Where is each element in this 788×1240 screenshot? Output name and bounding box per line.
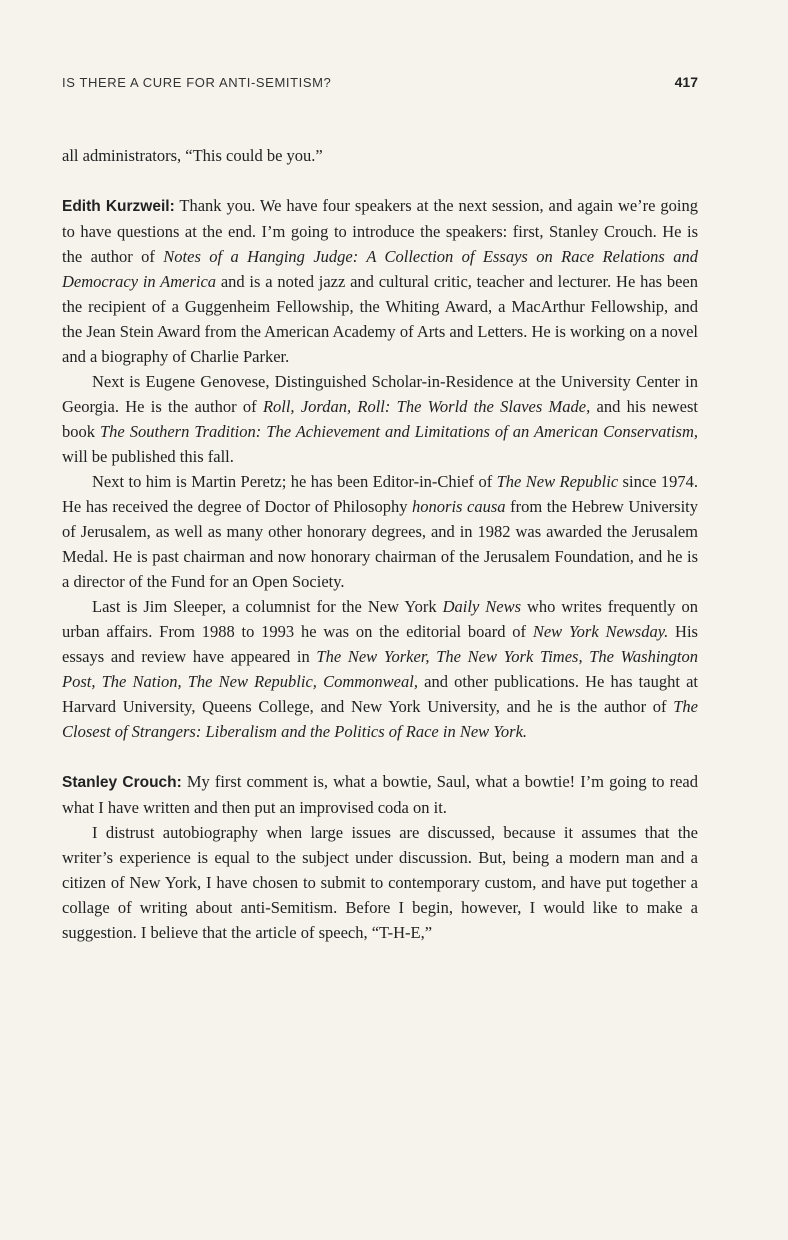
paragraph-sleeper bbox=[62, 594, 698, 744]
book-title: Notes of a Hanging Judge: A Collection of Essays on Race Relations and Democracy in America bbox=[62, 247, 698, 291]
text-run: and is a noted jazz and cultural critic, teacher and lecturer. He has been the recipient of a Guggenheim Fellowship, the Whiting Award, a MacArthur Fellowship, and the Jean Stein Award from the American Academy of Arts and Letters. He is working on a novel and a biography of Charlie Parker. bbox=[62, 272, 698, 366]
latin-phrase: honoris causa bbox=[412, 497, 506, 516]
text-run: Next is Eugene Genovese, Distinguished Scholar-in-Residence at the University Center in Georgia. He is the author of bbox=[62, 372, 698, 416]
text-run: My first comment is, what a bowtie, Saul, what a bowtie! I’m going to read what I have written and then put an improvised coda on it. bbox=[62, 772, 698, 817]
book-title: Roll, Jordan, Roll: The World the Slaves Made, bbox=[262, 397, 591, 416]
book-title: The Closest of Strangers: Liberalism and the Politics of Race in New York. bbox=[62, 697, 698, 741]
publication-title: New York Newsday. bbox=[532, 622, 669, 641]
running-head: IS THERE A CURE FOR ANTI-SEMITISM? bbox=[62, 75, 332, 90]
publication-list: The New Yorker, The New York Times, The Washington Post, The Nation, The New Republic, Commonweal, bbox=[62, 647, 698, 691]
text-run: from the Hebrew University of Jerusalem, as well as many other honorary degrees, and in 1982 was awarded the Jerusalem Medal. He is past chairman and now honorary chairman of the Jerusalem Foundation, and he is a director of the Fund for an Open Society. bbox=[62, 497, 699, 591]
text-run: and other publications. He has taught at Harvard University, Queens College, and New York University, and he is the author of bbox=[62, 672, 698, 716]
speaker-name: Edith Kurzweil: bbox=[62, 198, 175, 215]
text-run: and his newest book bbox=[62, 397, 698, 441]
paragraph-genovese bbox=[62, 369, 698, 469]
text-run: His essays and review have appeared in bbox=[62, 622, 698, 666]
page-header bbox=[62, 74, 698, 90]
paragraph-peretz bbox=[62, 469, 698, 594]
page-number: 417 bbox=[674, 74, 698, 90]
paragraph-continuation: all administrators, “This could be you.” bbox=[62, 146, 323, 165]
text-run: who writes frequently on urban affairs. From 1988 to 1993 he was on the editorial board of bbox=[62, 597, 699, 641]
text-run: Thank you. We have four speakers at the next session, and again we’re going to have questions at the end. I’m going to introduce the speakers: first, Stanley Crouch. He is the author of bbox=[62, 196, 698, 266]
speaker-name: Stanley Crouch: bbox=[62, 774, 182, 791]
publication-title: The New Republic bbox=[496, 472, 619, 491]
paragraph-kurzweil-intro bbox=[62, 193, 698, 369]
paragraph-crouch-opening bbox=[62, 769, 698, 820]
publication-title: Daily News bbox=[442, 597, 522, 616]
text-run: since 1974. He has received the degree of Doctor of Philosophy bbox=[62, 472, 698, 516]
text-run: Last is Jim Sleeper, a columnist for the New York bbox=[92, 597, 443, 616]
book-title: The Southern Tradition: The Achievement and Limitations of an American Conservatism, bbox=[100, 422, 698, 441]
text-run: Next to him is Martin Peretz; he has been Editor-in-Chief of bbox=[92, 472, 497, 491]
text-run: will be published this fall. bbox=[62, 447, 234, 466]
body-text bbox=[62, 143, 698, 945]
paragraph-crouch-body: I distrust autobiography when large issues are discussed, because it assumes that the writer’s experience is equal to the subject under discussion. But, being a modern man and a citizen of New York, I have chosen to submit to contemporary custom, and have put together a collage of writing about anti-Semitism. Before I begin, however, I would like to make a suggestion. I believe that the article of speech, “T-H-E,” bbox=[62, 823, 698, 942]
